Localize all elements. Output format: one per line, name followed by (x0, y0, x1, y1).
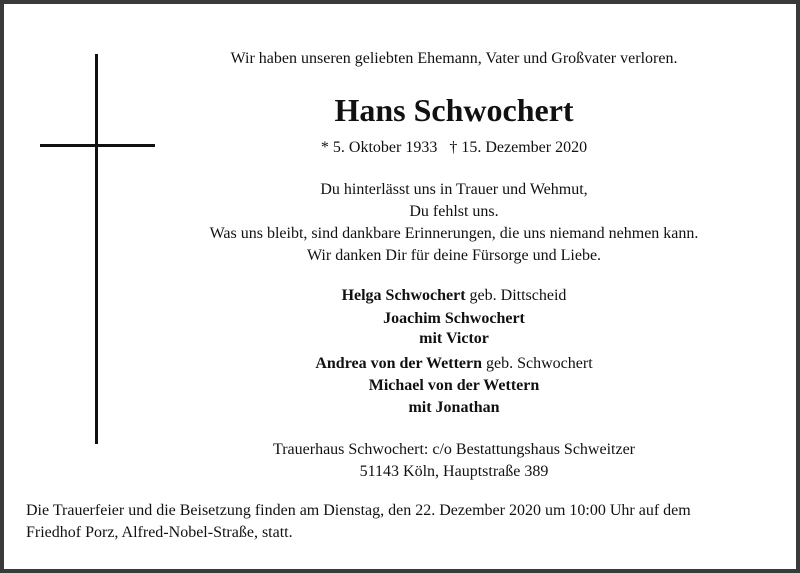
poem-line: Du fehlst uns. (409, 203, 499, 220)
address-line: Trauerhaus Schwochert: c/o Bestattungshaus Schweitzer (273, 441, 635, 458)
poem-line: Wir danken Dir für deine Fürsorge und Liebe. (306, 247, 602, 264)
mourner-companion: mit Jonathan (408, 399, 500, 416)
mourner-michael (144, 376, 764, 396)
mourner-name: Michael von der Wettern (368, 377, 540, 394)
poem-line: Du hinterlässt uns in Trauer und Wehmut, (320, 181, 588, 198)
poem (144, 180, 764, 268)
poem-line: Was uns bleibt, sind dankbare Erinnerungen, die uns niemand nehmen kann. (209, 225, 699, 242)
address-line: 51143 Köln, Hauptstraße 389 (359, 463, 549, 480)
intro-text: Wir haben unseren geliebten Ehemann, Vater und Großvater verloren. (230, 50, 678, 67)
maiden-name: geb. Schwochert (486, 355, 593, 372)
death-date: † 15. Dezember 2020 (449, 139, 588, 156)
mourner-michael-with (144, 398, 764, 418)
mourner-name: Helga Schwochert (341, 287, 466, 304)
birth-date: * 5. Oktober 1933 (320, 139, 438, 156)
mourner-name: Andrea von der Wettern (315, 355, 483, 372)
mourner-helga (144, 286, 764, 306)
funeral-line: Friedhof Porz, Alfred-Nobel-Straße, statt. (26, 524, 293, 541)
maiden-name: geb. Dittscheid (469, 287, 567, 304)
mourner-companion: mit Victor (419, 330, 489, 347)
life-dates (144, 138, 764, 158)
cross-icon (95, 54, 98, 444)
mourner-joachim-with (144, 329, 764, 349)
mourning-house-address (144, 440, 764, 484)
mourner-andrea (144, 354, 764, 374)
funeral-line: Die Trauerfeier und die Beisetzung finden am Dienstag, den 22. Dezember 2020 um 10:00 Uhr auf dem (26, 502, 691, 519)
cross-icon-bar (40, 144, 155, 147)
mourner-name: Joachim Schwochert (383, 310, 525, 327)
deceased-name: Hans Schwochert (334, 92, 574, 128)
mourner-joachim (144, 309, 764, 329)
funeral-info (26, 500, 786, 544)
